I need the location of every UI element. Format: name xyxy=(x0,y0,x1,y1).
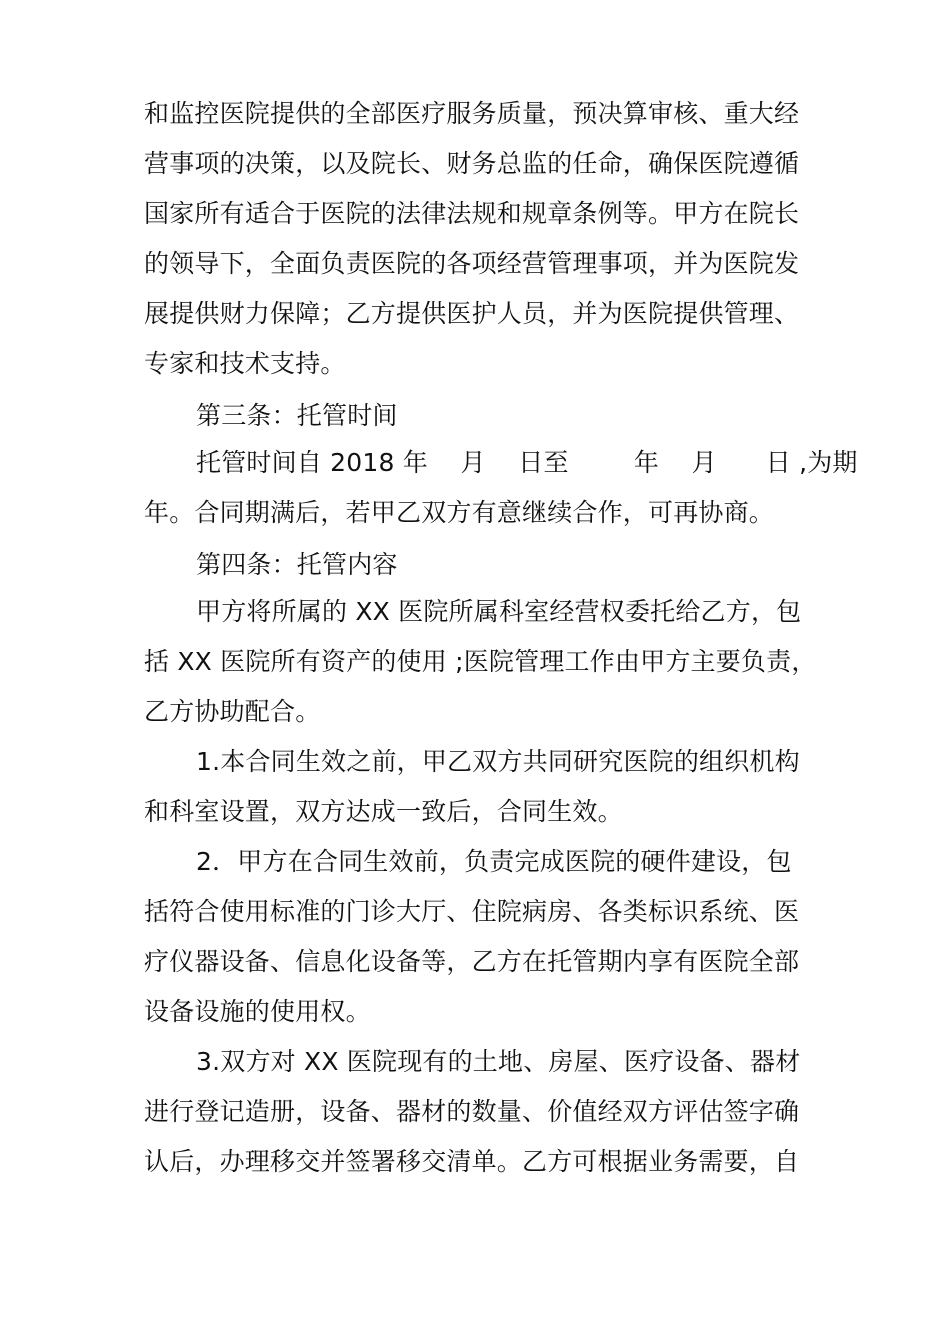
paragraph-line: 乙方协助配合。 xyxy=(144,697,321,726)
paragraph-line: 认后，办理移交并签署移交清单。乙方可根据业务需要，自 xyxy=(144,1147,800,1176)
paragraph-line: 括符合使用标准的门诊大厅、住院病房、各类标识系统、医 xyxy=(144,897,800,926)
numbered-item-2: 2．甲方在合同生效前，负责完成医院的硬件建设，包 xyxy=(196,847,792,876)
paragraph-line: 和监控医院提供的全部医疗服务质量，预决算审核、重大经 xyxy=(144,99,800,128)
numbered-item-3: 3.双方对 XX 医院现有的土地、房屋、医疗设备、器材 xyxy=(196,1047,801,1076)
paragraph-line: 的领导下，全面负责医院的各项经营管理事项，并为医院发 xyxy=(144,249,800,278)
paragraph-line: 国家所有适合于医院的法律法规和规章条例等。甲方在院长 xyxy=(144,199,800,228)
paragraph-line: 和科室设置，双方达成一致后，合同生效。 xyxy=(144,797,623,826)
section-heading-article-4: 第四条：托管内容 xyxy=(196,550,398,579)
numbered-item-1: 1.本合同生效之前，甲乙双方共同研究医院的组织机构 xyxy=(196,747,800,776)
paragraph-line: 括 XX 医院所有资产的使用 ;医院管理工作由甲方主要负责， xyxy=(144,647,817,676)
paragraph-line: 营事项的决策，以及院长、财务总监的任命，确保医院遵循 xyxy=(144,149,800,178)
paragraph-line: 设备设施的使用权。 xyxy=(144,997,371,1026)
paragraph-line: 疗仪器设备、信息化设备等，乙方在托管期内享有医院全部 xyxy=(144,947,800,976)
section-heading-article-3: 第三条：托管时间 xyxy=(196,401,398,430)
paragraph-line: 专家和技术支持。 xyxy=(144,349,346,378)
paragraph-line: 展提供财力保障；乙方提供医护人员，并为医院提供管理、 xyxy=(144,299,800,328)
paragraph-line: 年。合同期满后，若甲乙双方有意继续合作，可再协商。 xyxy=(144,498,775,527)
paragraph-line: 托管时间自 2018 年 月 日至 年 月 日 ,为期 xyxy=(196,448,858,477)
paragraph-line: 甲方将所属的 XX 医院所属科室经营权委托给乙方，包 xyxy=(196,597,802,626)
paragraph-line: 进行登记造册，设备、器材的数量、价值经双方评估签字确 xyxy=(144,1097,800,1126)
